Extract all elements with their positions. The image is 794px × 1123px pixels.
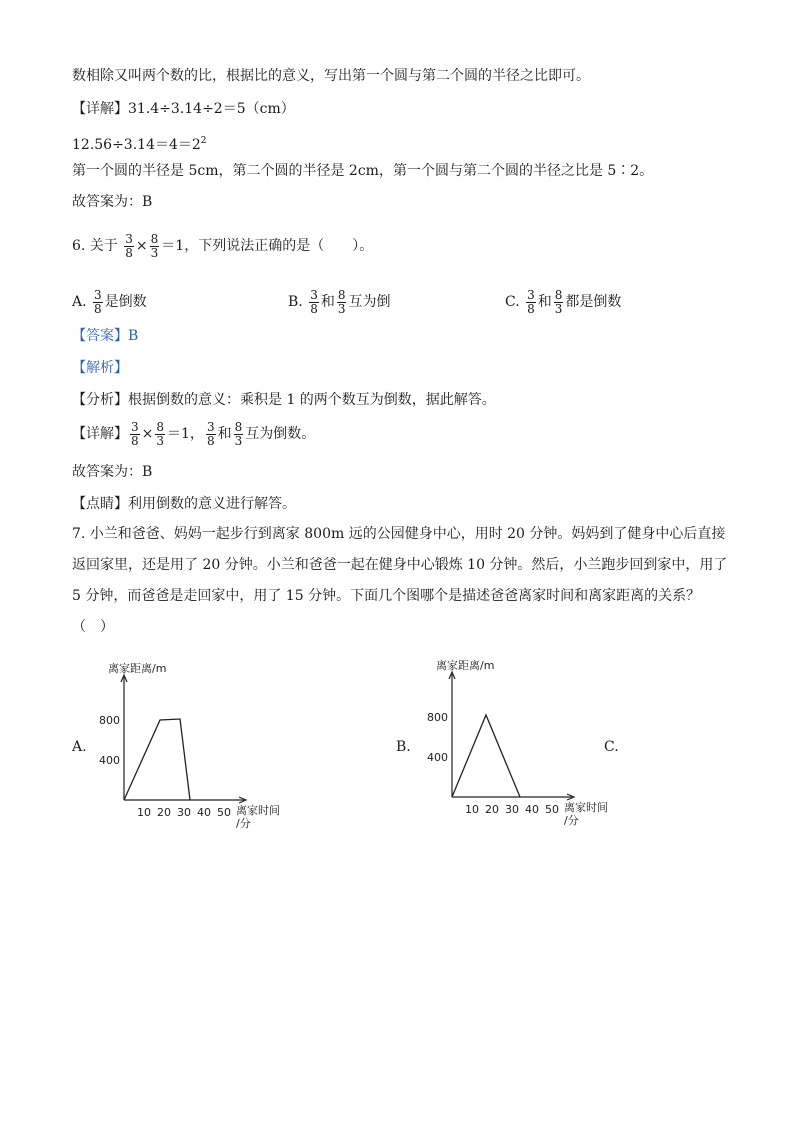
x-tick-label: 30 <box>177 806 191 819</box>
q6-option-a <box>72 286 147 318</box>
prev-intro: 数相除又叫两个数的比，根据比的意义，写出第一个圆与第二个圆的半径之比即可。 <box>72 68 590 84</box>
x-tick-label: 10 <box>137 806 151 819</box>
detail-end: 互为倒数。 <box>245 426 316 442</box>
option-and: 和 <box>320 294 335 310</box>
fraction <box>234 421 244 448</box>
x-tick-label: 30 <box>505 803 519 816</box>
numerator: 3 <box>94 287 102 302</box>
fraction <box>337 289 347 316</box>
detail-mid: ＝1， <box>167 426 204 442</box>
fraction <box>206 421 216 448</box>
q6-stem <box>72 230 373 262</box>
denominator: 3 <box>150 245 159 260</box>
q6-analysis-label: 【解析】 <box>72 360 128 376</box>
y-axis-label: 离家距离/m <box>436 659 495 672</box>
detail-eq2-exponent: 2 <box>200 136 207 146</box>
numerator: 8 <box>234 419 243 434</box>
option-label: C. <box>505 294 520 310</box>
fraction <box>124 233 134 260</box>
x-tick-label: 20 <box>157 806 171 819</box>
q7-option-a-label: A. <box>72 739 87 755</box>
fraction <box>93 289 103 316</box>
denominator: 8 <box>206 433 215 448</box>
q6-answer-text: 故答案为：B <box>72 464 153 480</box>
detail-eq2-base: 12.56÷3.14＝4＝2 <box>72 137 201 153</box>
x-axis-label-line-2: /分 <box>564 814 579 827</box>
q7-line-1: 7. 小兰和爸爸、妈妈一起步行到离家 800m 远的公园健身中心，用时 20 分钟。妈妈到了健身中心后直接 <box>72 526 726 542</box>
detail-eq1: 31.4÷3.14÷2＝5（cm） <box>128 101 295 117</box>
option-text: 都是倒数 <box>565 294 622 310</box>
numerator: 8 <box>150 231 159 246</box>
times-sign: × <box>141 426 154 442</box>
fraction <box>309 289 319 316</box>
prev-detail-eq2 <box>72 131 207 155</box>
denominator: 8 <box>310 301 318 316</box>
numerator: 3 <box>125 231 133 246</box>
option-label: A. <box>72 294 87 310</box>
x-axis-label-line-1: 离家时间 <box>236 804 280 817</box>
times-sign: × <box>135 238 148 254</box>
chart-b <box>418 652 618 832</box>
y-tick-label: 800 <box>99 714 120 727</box>
q6-suffix: ＝1，下列说法正确的是（ ）。 <box>161 238 374 254</box>
x-tick-label: 20 <box>485 803 499 816</box>
numerator: 3 <box>527 287 535 302</box>
q7-line-3: 5 分钟，而爸爸是走回家中，用了 15 分钟。下面几个图哪个是描述爸爸离家时间和离家距离的关系？ <box>72 588 701 604</box>
q6-option-b <box>288 286 390 318</box>
prev-detail <box>72 99 295 119</box>
detail-label: 【详解】 <box>72 426 128 442</box>
q7-line-4: （ ） <box>72 619 114 635</box>
x-tick-label: 40 <box>197 806 211 819</box>
denominator: 8 <box>131 433 139 448</box>
x-axis-label-line-2: /分 <box>236 817 251 830</box>
detail-label: 【详解】 <box>72 101 128 117</box>
denominator: 3 <box>234 433 243 448</box>
x-axis-label-line-1: 离家时间 <box>564 801 608 814</box>
numerator: 3 <box>206 419 215 434</box>
option-label: B. <box>288 294 303 310</box>
q7-option-c-label: C. <box>604 739 619 755</box>
option-and: 和 <box>537 294 552 310</box>
y-tick-label: 400 <box>427 751 448 764</box>
numerator: 8 <box>337 287 346 302</box>
denominator: 8 <box>125 245 133 260</box>
option-text: 互为倒 <box>348 294 391 310</box>
y-axis-label: 离家距离/m <box>108 662 167 675</box>
x-tick-label: 50 <box>217 806 231 819</box>
q6-answer-label: 【答案】B <box>72 328 139 344</box>
detail-and: 和 <box>217 426 232 442</box>
fraction <box>155 421 165 448</box>
fraction <box>130 421 140 448</box>
x-tick-label: 50 <box>545 803 559 816</box>
q6-fenxi: 【分析】根据倒数的意义：乘积是 1 的两个数互为倒数，据此解答。 <box>72 392 496 408</box>
numerator: 8 <box>554 287 563 302</box>
numerator: 3 <box>310 287 318 302</box>
option-text: 是倒数 <box>104 294 147 310</box>
x-tick-label: 10 <box>465 803 479 816</box>
q6-prefix: 6. 关于 <box>72 238 118 254</box>
series-line <box>124 719 190 800</box>
q6-dianjing: 【点睛】利用倒数的意义进行解答。 <box>72 496 296 512</box>
q6-option-c <box>505 286 621 318</box>
denominator: 3 <box>554 301 563 316</box>
numerator: 8 <box>156 419 165 434</box>
fraction <box>554 289 564 316</box>
prev-answer: 故答案为：B <box>72 194 153 210</box>
y-tick-label: 800 <box>427 711 448 724</box>
q7-option-b-label: B. <box>396 739 411 755</box>
y-tick-label: 400 <box>99 754 120 767</box>
series-line <box>452 715 520 797</box>
fraction <box>526 289 536 316</box>
q6-detail <box>72 418 315 450</box>
denominator: 3 <box>156 433 165 448</box>
denominator: 3 <box>337 301 346 316</box>
chart-a <box>90 655 290 835</box>
q7-line-2: 返回家里，还是用了 20 分钟。小兰和爸爸一起在健身中心锻炼 10 分钟。然后，小兰跑步回到家中，用了 <box>72 557 728 573</box>
prev-conclusion: 第一个圆的半径是 5cm，第二个圆的半径是 2cm，第一个圆与第二个圆的半径之比是 5∶2。 <box>72 163 654 179</box>
denominator: 8 <box>94 301 102 316</box>
denominator: 8 <box>527 301 535 316</box>
x-tick-label: 40 <box>525 803 539 816</box>
numerator: 3 <box>131 419 139 434</box>
fraction <box>150 233 160 260</box>
